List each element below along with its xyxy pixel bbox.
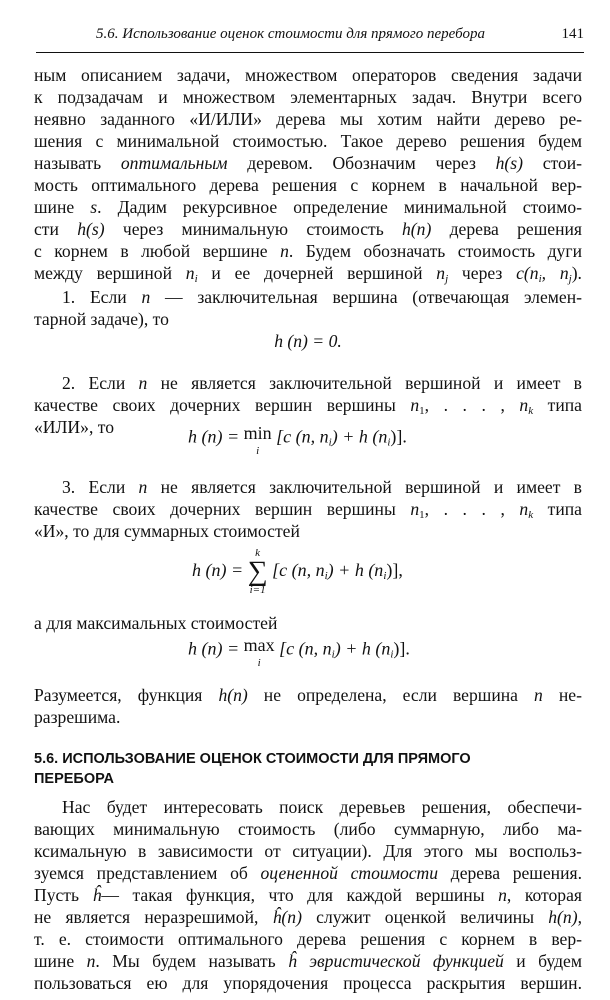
text-line: называть оптимальным деревом. Обозначим через h(s) стои- (34, 153, 583, 173)
case1-line2: тарной задаче), то (34, 309, 169, 329)
case1-line1: 1. Если n — заключительная вершина (отвечающая элемен- (62, 287, 582, 307)
text-line: неявно заданного «И/ИЛИ» дерева мы хотим найти дерево ре- (34, 109, 582, 129)
text-line: ксимальную в зависимости от ситуации). Для этого мы воспольз- (34, 841, 582, 861)
text-line: Пусть ĥ— такая функция, что для каждой вершины n, которая (34, 885, 582, 905)
text-line: сти h(s) через минимальную стоимость h(n) дерева решения (34, 219, 583, 239)
text-line: ным описанием задачи, множеством операторов сведения задачи (34, 65, 582, 85)
text-line: вающих минимальную стоимость (либо суммарную, либо ма- (34, 819, 582, 839)
case3-line2: качестве своих дочерних вершин вершины $n_1$, . . . , $n_k$ типа (34, 499, 582, 521)
case1-formula: h (n) = 0. (274, 331, 342, 351)
text-line: шине s. Дадим рекурсивное определение минимальной стоимо- (34, 197, 582, 217)
section-heading-line2: ПЕРЕБОРА (34, 771, 115, 787)
text-line: т. е. стоимости оптимального дерева решения с корнем в вер- (34, 929, 582, 949)
case2-formula: h (n) = min i [c (n, $n_i) + h$ $(n_i)$]. (188, 423, 407, 457)
text-line: мость оптимального дерева решения с корнем в начальной вер- (34, 175, 582, 195)
case3-line1: 3. Если n не является заключительной вершиной и имеет в (62, 477, 582, 497)
page-number: 141 (561, 26, 584, 42)
remark-line2: разрешима. (34, 707, 121, 727)
text-line: пользоваться ею для упорядочения процесса раскрытия вершин. (34, 973, 582, 993)
case2-line3: «ИЛИ», то (34, 417, 114, 437)
text-line: с корнем в любой вершине n. Будем обозначать стоимость дуги (34, 241, 582, 261)
running-header (36, 26, 584, 50)
case3-line3: «И», то для суммарных стоимостей (34, 521, 300, 541)
text-line: к подзадачам и множеством элементарных задач. Внутри всего (34, 87, 582, 107)
text-line: между вершиной $n_i$ и ее дочерней вершиной $n_j$ через $c(n_i$, $n_j$). (34, 263, 582, 285)
text-line: шения с минимальной стоимостью. Такое дерево решения будем (34, 131, 582, 151)
text-line: шине n. Мы будем называть ĥ эвристической функцией и будем (34, 951, 582, 971)
case2-line2: качестве своих дочерних вершин вершины $n_1$, . . . , $n_k$ типа (34, 395, 582, 417)
case3-sum-formula: h (n) = k ∑ i=1 [c (n, $n_i) + h$ $(n_i)$], (192, 547, 403, 596)
text-line: не является неразрешимой, ĥ(n) служит оценкой величины h(n), (34, 907, 582, 927)
text-line: Нас будет интересовать поиск деревьев решения, обеспечи- (62, 797, 582, 817)
case3-max-formula: h (n) = max i [c (n, $n_i) + h$ $(n_i)$]. (188, 635, 410, 669)
section-heading: 5.6. ИСПОЛЬЗОВАНИЕ ОЦЕНОК СТОИМОСТИ ДЛЯ ПРЯМОГО (34, 751, 471, 767)
remark-line1: Разумеется, функция h(n) не определена, если вершина n не- (34, 685, 582, 705)
case2-line1: 2. Если n не является заключительной вершиной и имеет в (62, 373, 582, 393)
case3-line4: а для максимальных стоимостей (34, 613, 278, 633)
text-line: зуемся представлением об оцененной стоимости дерева решения. (34, 863, 582, 883)
header-rule (36, 52, 584, 53)
running-header-title: 5.6. Использование оценок стоимости для прямого перебора (96, 26, 485, 42)
